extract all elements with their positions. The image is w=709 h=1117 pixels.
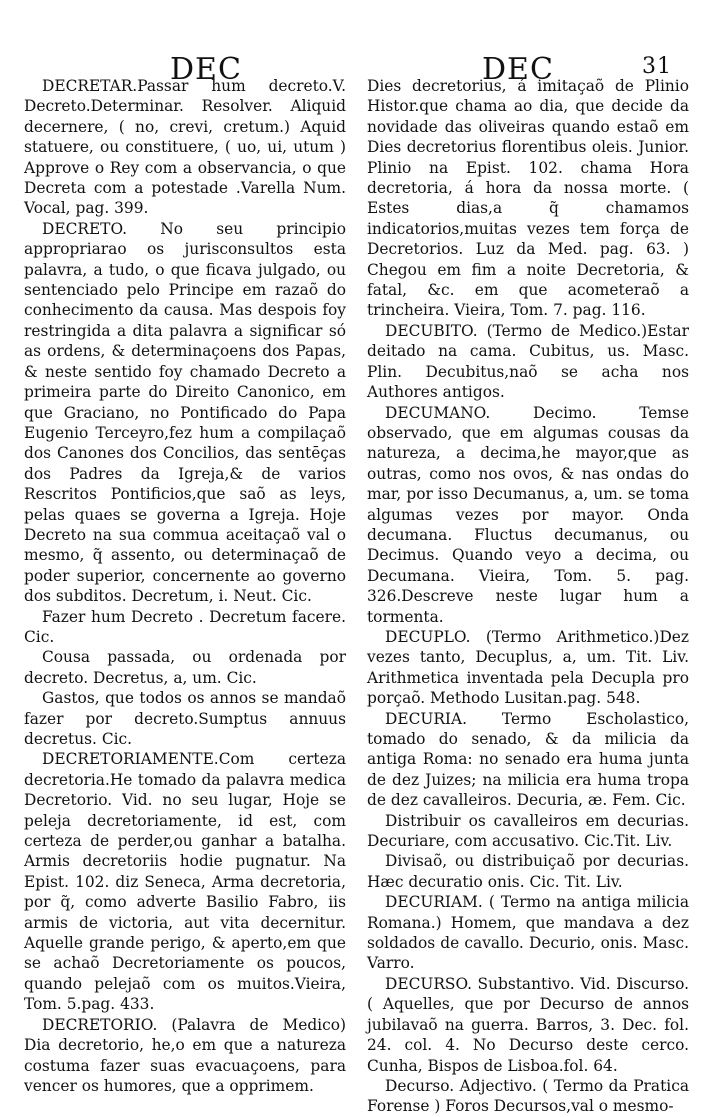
dictionary-entry: DECRETORIAMENTE.Com certeza decretoria.He tomado da palavra medica Decretorio. Vid. no seu lugar, Hoje se peleja decretoriamente, id est, com certeza de perder,ou ganhar a batalha. Armis decretoriis hodie pugnatur. Na Epist. 102. diz Seneca, Arma decretoria, por q̃, como adverte Basilio Fabro, iis armis de victoria, aut vita decernitur. Aquelle grande perigo, & aperto,em que se achaõ Decretoriamente os poucos, quando pelejaõ com os muitos.Vieira, Tom. 5.pag. 433. [24,750,346,1014]
dictionary-entry: Fazer hum Decreto . Decretum facere. Cic. [24,607,346,646]
dictionary-entry: Distribuir os cavalleiros em decurias. Decuriare, com accusativo. Cic.Tit. Liv. [367,811,689,851]
dictionary-entry: DECRETO. No seu principio appropriarao os jurisconsultos esta palavra, a tudo, o que ficava julgado, ou sentenciado pelo Principe em razaõ do conhecimento da causa. Mas despois foy restringida a dita palavra a significar só as ordens, & determinaçoens dos Papas, & neste sentido foy chamado Decreto a primeira parte do Direito Canonico, em que Graciano, no Pontificado do Papa Eugenio Terceyro,fez hum a compilaçaõ dos Canones dos Concilios, das sentēças dos Padres da Igreja,& de varios Rescritos Pontificios,que saõ as leys, pelas quaes se governa a Igreja. Hoje Decreto na sua commua aceitaçaõ val o mesmo, q̃ assento, ou determinaçaõ de poder superior, concernente ao governo dos subditos. Decretum, i. Neut. Cic. [24,219,346,606]
dictionary-entry: DECURIAM. ( Termo na antiga milicia Romana.) Homem, que mandava a dez soldados de cavallo. Decurio, onis. Masc. Varro. [367,893,689,973]
dictionary-entry: DECUBITO. (Termo de Medico.)Estar deitado na cama. Cubitus, us. Masc. Plin. Decubitus,naõ se acha nos Authores antigos. [367,321,689,402]
dictionary-entry: Gastos, que todos os annos se mandaõ fazer por decreto.Sumptus annuus decretus. Cic. [24,689,346,748]
dictionary-entry: DECURSO. Substantivo. Vid. Discurso. ( Aquelles, que por Decurso de annos jubilavaõ na guerra. Barros, 3. Dec. fol. 24. col. 4. No Decurso deste cerco. Cunha, Bispos de Lisboa.fol. 64. [367,974,689,1075]
dictionary-entry: Divisaõ, ou distribuiçaõ por decurias. Hæc decuratio onis. Cic. Tit. Liv. [367,852,689,891]
dictionary-entry: Decurso. Adjectivo. ( Termo da Pratica Forense ) Foros Decursos,val o mesmo- [367,1076,689,1116]
left-column [24,76,346,1096]
running-head-left: DEC [170,52,242,87]
running-head-right: DEC [482,52,554,87]
dictionary-entry: Cousa passada, ou ordenada por decreto. Decretus, a, um. Cic. [24,648,346,687]
dictionary-entry: DECURIA. Termo Escholastico, tomado do senado, & da milicia da antiga Roma: no senado era huma junta de dez Juizes; na milicia era huma tropa de dez cavalleiros. Decuria, æ. Fem. Cic. [367,709,689,810]
dictionary-entry: DECUMANO. Decimo. Temse observado, que em algumas cousas da natureza, a decima,he mayor,que as outras, como nos ovos, & nas ondas do mar, por isso Decumanus, a, um. se toma algumas vezes por mayor. Onda decumana. Fluctus decumanus, ou Decimus. Quando veyo a decima, ou Decumana. Vieira, Tom. 5. pag. 326.Descreve neste lugar hum a tormenta. [367,403,689,626]
page-number: 31 [642,54,672,79]
dictionary-entry: DECUPLO. (Termo Arithmetico.)Dez vezes tanto, Decuplus, a, um. Tit. Liv. Arithmetica inventada pela Decupla pro porçaõ. Methodo Lusitan.pag. 548. [367,627,689,708]
dictionary-entry: DECRETORIO. (Palavra de Medico) Dia decretorio, he,o em que a natureza costuma fazer suas evacuaçoens, para vencer os humores, que a opprimem. [24,1015,346,1095]
right-column [367,76,689,1117]
dictionary-entry: DECRETAR.Passar hum decreto.V. Decreto.Determinar. Resolver. Aliquid decernere, ( no, crevi, cretum.) Aquid statuere, ou constituere, ( uo, ui, utum ) Approve o Rey com a observancia, o que Decreta com a potestade .Varella Num. Vocal, pag. 399. [24,77,346,218]
dictionary-entry: Dies decretorius, á imitaçaõ de Plinio Histor.que chama ao dia, que decide da novidade das oliveiras quando estaõ em Dies decretorius florentibus oleis. Junior. Plinio na Epist. 102. chama Hora decretoria, á hora da nossa morte. ( Estes dias,a q̃ chamamos indicatorios,muitas vezes tem força de Decretorios. Luz da Med. pag. 63. ) Chegou em fim a noite Decretoria, & fatal, &c. em que acometeraõ a trincheira. Vieira, Tom. 7. pag. 116. [367,77,689,320]
